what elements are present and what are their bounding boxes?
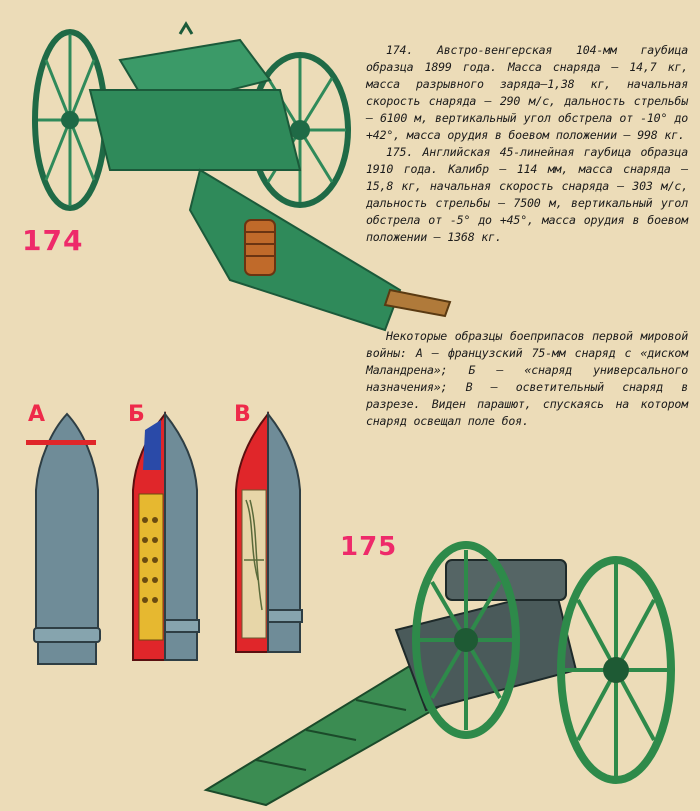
shell-a-illustration: [22, 410, 112, 680]
caption-175: 175. Английская 45-линейная гаубица образца 1910 года. Калибр — 114 мм, масса снаряда — 15,8 кг, начальная скорость снаряда — 303 м/с, дальность стрельбы — 7500 м, вертикальный угол обстрела от -5° до +45°, масса орудия в боевом положении — 1368 кг.: [366, 145, 688, 244]
howitzer-175-illustration: [196, 520, 696, 810]
caption-ammunition: [366, 328, 688, 430]
shell-label-a: А: [28, 402, 46, 427]
shell-label-b: Б: [128, 402, 145, 427]
figure-number-174: 174: [22, 224, 84, 257]
caption-174: 174. Австро-венгерская 104-мм гаубица образца 1899 года. Масса снаряда — 14,7 кг, масса разрывного заряда—1,38 кг, начальная скорость снаряда — 290 м/с, дальность стрельбы — 6100 м, вертикальный угол обстрела от -10° до +42°, масса орудия в боевом положении — 998 кг.: [366, 43, 688, 142]
shell-label-v: В: [234, 402, 251, 427]
caption-174-175: [366, 42, 688, 246]
caption-ammunition-text: Некоторые образцы боеприпасов первой мировой войны: А — французский 75-мм снаряд с «диском Маландрена»; Б — «снаряд универсального назначения»; В — осветительный снаряд в разрезе. Виден парашют, спускаясь на котором снаряд освещал поле боя.: [366, 329, 688, 428]
figure-number-175: 175: [340, 532, 398, 562]
